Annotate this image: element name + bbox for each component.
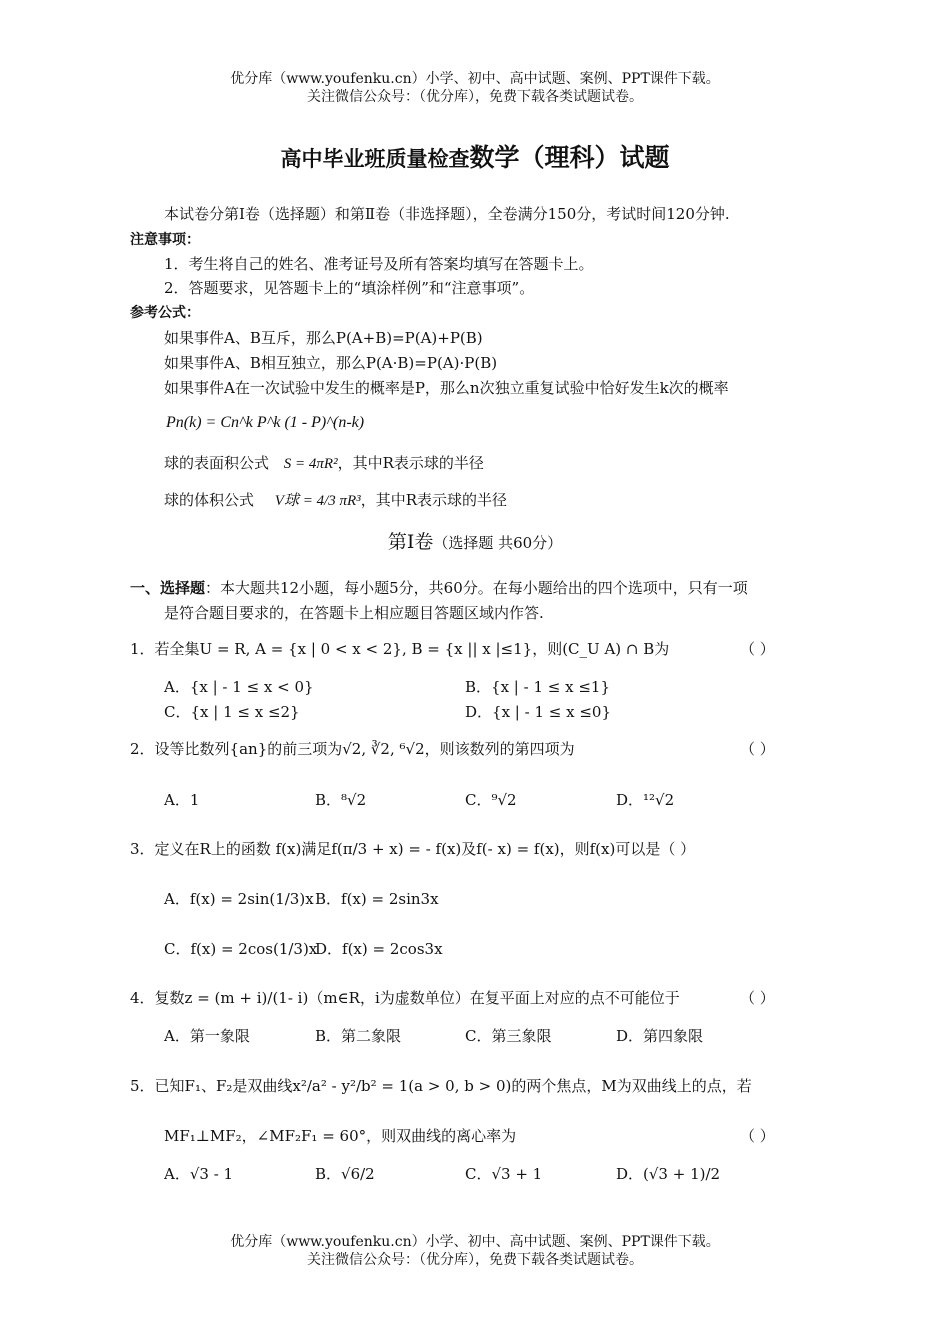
q2-number: 2． [130,740,155,758]
q4-option-a: A．第一象限 [164,1027,250,1045]
notes-heading: 注意事项： [130,232,200,248]
q3-option-a: A．f(x) = 2sin(1/3)x [164,890,314,908]
q4-option-c: C．第三象限 [465,1027,552,1045]
question-3 [130,838,695,859]
question-1 [130,638,669,659]
sphere-area-label: 球的表面积公式 [164,454,270,472]
q2-option-d: D．¹²√2 [616,791,675,809]
part-1-subtitle: （选择题 共60分） [433,534,563,552]
sphere-volume-label: 球的体积公式 [164,491,255,509]
q4-text: 复数z = (m + i)/(1- i)（m∈R，i为虚数单位）在复平面上对应的点不可能位于 [154,989,680,1007]
question-4 [130,987,680,1008]
formula-binomial-text: 如果事件A在一次试验中发生的概率是P，那么n次独立重复试验中恰好发生k次的概率 [164,379,729,397]
part-1-heading [0,527,950,554]
q4-answer-paren: （ ） [740,989,775,1007]
header-line-1: 优分库（www.youfenku.cn）小学、初中、高中试题、案例、PPT课件下载。 [230,71,720,87]
notes-item-1: 1．考生将自己的姓名、准考证号及所有答案均填写在答题卡上。 [164,255,594,273]
intro-text: 本试卷分第Ⅰ卷（选择题）和第Ⅱ卷（非选择题），全卷满分150分，考试时间120分钟. [164,205,730,223]
q4-number: 4． [130,989,155,1007]
q5-text-1: 已知F₁、F₂是双曲线x²/a² - y²/b² = 1(a > 0, b > 0)的两个焦点，M为双曲线上的点，若 [154,1077,752,1095]
header-line-2: 关注微信公众号：（优分库），免费下载各类试题试卷。 [307,89,643,105]
q3-text: 定义在R上的函数 f(x)满足f(π/3 + x) = - f(x)及f(- x) = f(x)，则f(x)可以是（ ） [154,840,696,858]
q1-option-c: C．{x | 1 ≤ x ≤2} [164,703,300,721]
q4-option-b: B．第二象限 [315,1027,402,1045]
q1-option-a: A．{x | - 1 ≤ x < 0} [164,678,314,696]
q5-option-d: D．(√3 + 1)/2 [616,1165,721,1183]
q3-option-c: C．f(x) = 2cos(1/3)x [164,940,318,958]
q5-number: 5． [130,1077,155,1095]
page-title [0,138,950,174]
q2-option-b: B．⁸√2 [315,791,367,809]
title-part-1: 高中毕业班质量检查 [280,147,470,171]
q1-text: 若全集U = R, A = {x | 0 < x < 2}, B = {x || x |≤1}，则(C_U A) ∩ B为 [154,640,670,658]
q1-option-d: D．{x | - 1 ≤ x ≤0} [465,703,611,721]
formula-sphere-area [164,452,484,473]
q5-text-2: MF₁⊥MF₂，∠MF₂F₁ = 60°，则双曲线的离心率为 [164,1127,517,1145]
q5-option-b: B．√6/2 [315,1165,375,1183]
q3-option-b: B．f(x) = 2sin3x [315,890,439,908]
q5-option-a: A．√3 - 1 [164,1165,234,1183]
q1-answer-paren: （ ） [740,640,775,658]
q2-text: 设等比数列{an}的前三项为√2, ∛2, ⁶√2，则该数列的第四项为 [154,740,575,758]
q4-option-d: D．第四象限 [616,1027,704,1045]
formula-binomial: Pn(k) = Cn^k P^k (1 - P)^(n-k) [166,414,365,431]
sphere-volume-formula: V球 = 4/3 πR³ [274,493,361,509]
question-2 [130,738,575,759]
notes-item-2: 2．答题要求，见答题卡上的“填涂样例”和“注意事项”。 [164,279,535,297]
q1-option-b: B．{x | - 1 ≤ x ≤1} [465,678,610,696]
part-1-title: 第Ⅰ卷 [387,531,434,553]
section-1-label: 一、选择题 [130,579,206,597]
section-1-line-2: 是符合题目要求的，在答题卡上相应题目答题区域内作答. [164,604,544,622]
formula-independent: 如果事件A、B相互独立，那么P(A·B)=P(A)·P(B) [164,354,498,372]
formulas-heading: 参考公式： [130,305,200,321]
q1-number: 1． [130,640,155,658]
q5-answer-paren: （ ） [740,1127,775,1145]
sphere-volume-note: ，其中R表示球的半径 [360,491,507,509]
sphere-area-formula: S = 4πR² [283,456,338,472]
title-part-2: 数学（理科）试题 [469,143,670,172]
sphere-area-note: ，其中R表示球的半径 [337,454,484,472]
q2-answer-paren: （ ） [740,740,775,758]
footer-line-1: 优分库（www.youfenku.cn）小学、初中、高中试题、案例、PPT课件下载。 [230,1234,720,1250]
q3-option-d: D．f(x) = 2cos3x [315,940,443,958]
formula-sphere-volume [164,489,507,510]
q2-option-c: C．⁹√2 [465,791,517,809]
q2-option-a: A．1 [164,791,200,809]
q3-number: 3． [130,840,155,858]
q5-option-c: C．√3 + 1 [465,1165,543,1183]
question-5 [130,1075,752,1096]
footer-line-2: 关注微信公众号：（优分库），免费下载各类试题试卷。 [307,1252,643,1268]
section-1-line-1 [130,577,748,598]
section-1-text-1: ：本大题共12小题，每小题5分，共60分。在每小题给出的四个选项中，只有一项 [205,579,748,597]
formula-mutually-exclusive: 如果事件A、B互斥，那么P(A+B)=P(A)+P(B) [164,329,483,347]
